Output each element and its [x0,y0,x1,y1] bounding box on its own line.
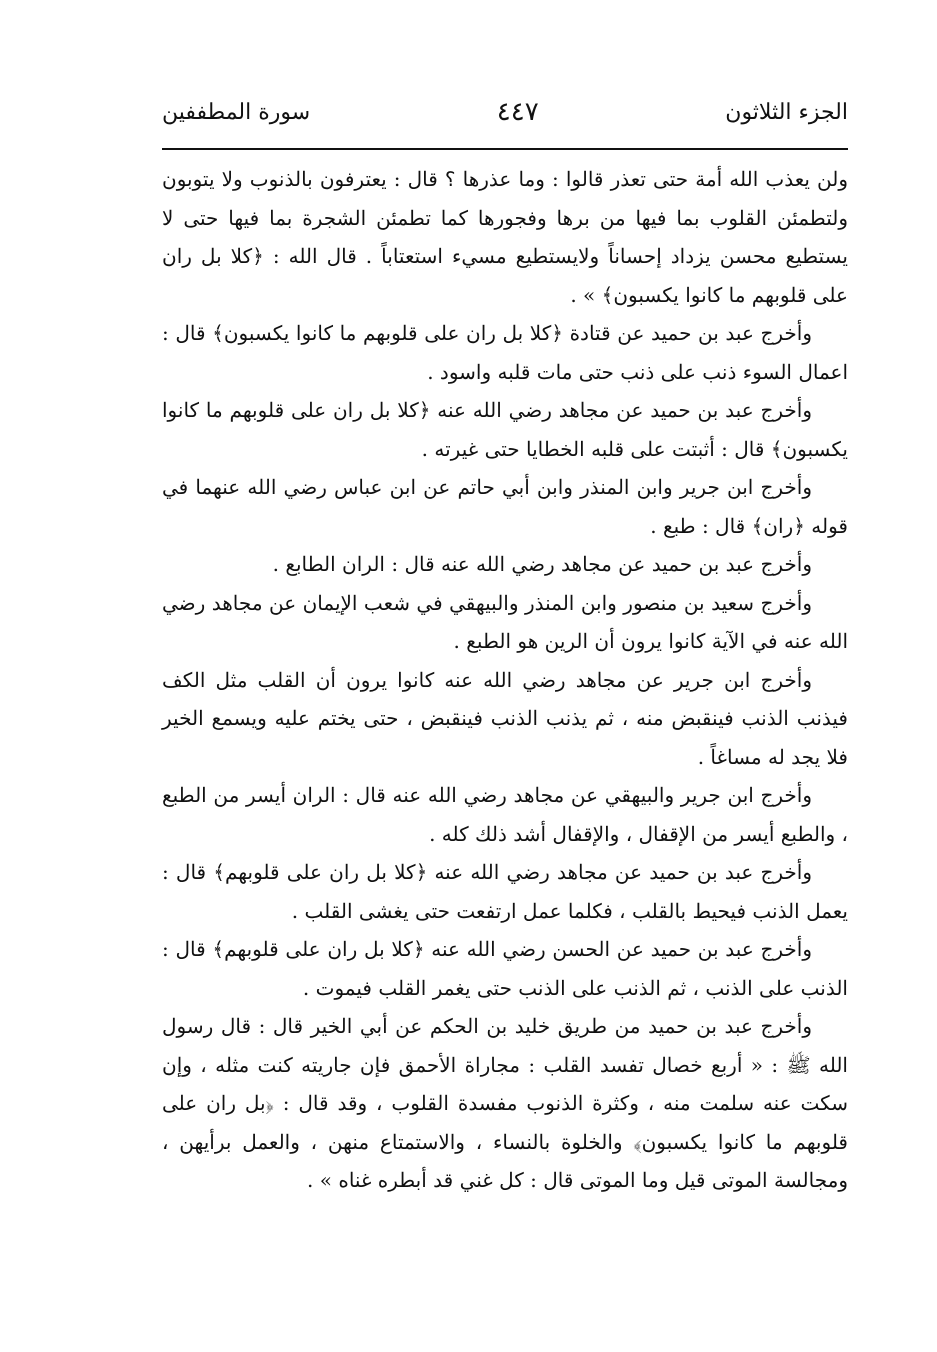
paragraph: وأخرج سعيد بن منصور وابن المنذر والبيهقي في شعب الإيمان عن مجاهد رضي الله عنه في الآية كانوا يرون أن الرين هو الطبع . [162,590,848,653]
page-number: ٤٤٧ [496,97,539,127]
paragraph: وأخرج عبد بن حميد عن مجاهد رضي الله عنه قال : الران الطابع . [272,552,812,576]
part-title: الجزء الثلاثون [725,99,848,125]
paragraph: وأخرج عبد بن حميد عن مجاهد رضي الله عنه ﴿كلا بل ران على قلوبهم ما كانوا يكسبون﴾ قال : أثبتت على قلبه الخطايا حتى غيرته . [162,398,848,461]
paragraph: وأخرج ابن جرير وابن المنذر وابن أبي حاتم عن ابن عباس رضي الله عنهما في قوله ﴿ران﴾ قال : طبع . [162,475,848,538]
paragraph: وأخرج عبد بن حميد عن مجاهد رضي الله عنه ﴿كلا بل ران على قلوبهم﴾ قال : يعمل الذنب فيحيط بالقلب ، فكلما عمل ارتفعت حتى يغشى القلب . [162,860,848,923]
paragraph: وأخرج ابن جرير عن مجاهد رضي الله عنه كانوا يرون أن القلب مثل الكف فيذنب الذنب فينقبض منه ، ثم يذنب الذنب فينقبض ، حتى يختم عليه ويسمع الخير فلا يجد له مساغاً . [162,667,848,769]
surah-title: سورة المطففين [162,99,311,125]
page-header [162,82,848,142]
page-body [162,160,848,1200]
paragraph: وأخرج عبد بن حميد عن قتادة ﴿كلا بل ران على قلوبهم ما كانوا يكسبون﴾ قال : اعمال السوء ذنب على ذنب حتى مات قلبه واسود . [162,321,848,384]
paragraph: ولن يعذب الله أمة حتى تعذر قالوا : وما عذرها ؟ قال : يعترفون بالذنوب ولا يتوبون ولتطمئن القلوب بما فيها من برها وفجورها كما تطمئن الشجرة بما فيها حتى لا يستطيع محسن يزداد إحساناً ولايستطيع مسيء استعتاباً . قال الله : ﴿كلا بل ران على قلوبهم ما كانوا يكسبون﴾ » . [162,167,848,307]
header-rule [162,148,848,150]
paragraph: وأخرج عبد بن حميد من طريق خليد بن الحكم عن أبي الخير قال : قال رسول الله ﷺ : « أربع خصال تفسد القلب : مجاراة الأحمق فإن جاريته كنت مثله ، وإن سكت عنه سلمت منه ، وكثرة الذنوب مفسدة القلوب ، وقد قال : ﴿بل ران على قلوبهم ما كانوا يكسبون﴾ والخلوة بالنساء ، والاستمتاع منهن ، والعمل برأيهن ، ومجالسة الموتى قيل وما الموتى قال : كل غني قد أبطره غناه » . [162,1014,848,1192]
paragraph: وأخرج ابن جرير والبيهقي عن مجاهد رضي الله عنه قال : الران أيسر من الطبع ، والطبع أيسر من الإقفال ، والإقفال أشد ذلك كله . [162,783,848,846]
paragraph: وأخرج عبد بن حميد عن الحسن رضي الله عنه ﴿كلا بل ران على قلوبهم﴾ قال : الذنب على الذنب ، ثم الذنب على الذنب حتى يغمر القلب فيموت . [162,937,848,1000]
